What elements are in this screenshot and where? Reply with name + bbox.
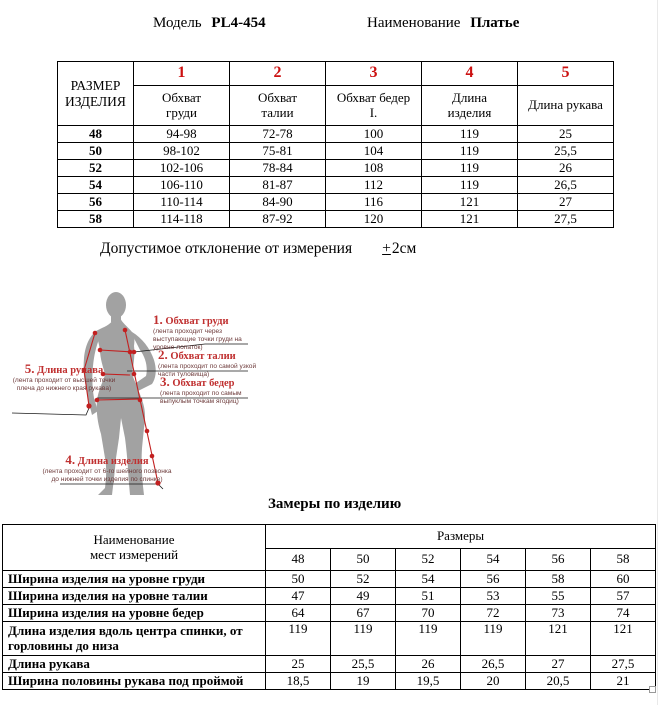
annotation-garment-length-title: Длина изделия [77,456,149,467]
col-label-waist: Обхват талии [230,86,326,126]
size-row-58: 58 114-118 87-92 120 121 27,5 [58,211,614,228]
corner-line1: РАЗМЕР [70,77,121,93]
annotation-garment-length [38,452,176,484]
col-num-5: 5 [518,62,614,86]
measure-row-chest-width: Ширина изделия на уровне груди 50 52 54 56 58 60 [3,571,656,588]
col-label-length: Длина изделия [422,86,518,126]
annotation-hips-title: Обхват бедер [172,378,235,389]
measurements-sizes-row: 48 50 52 54 56 58 [3,549,656,571]
measure-row-waist-width: Ширина изделия на уровне талии 47 49 51 53 55 57 [3,588,656,605]
col-label-sleeve: Длина рукава [518,86,614,126]
corner-line2: ИЗДЕЛИЯ [65,93,126,109]
tolerance-sign: + [382,240,391,257]
measure-row-sleeve-length: Длина рукава 25 25,5 26 26,5 27 27,5 [3,656,656,673]
annotation-chest-num: 1. [153,312,163,327]
annotation-sleeve-length-num: 5. [24,361,35,376]
size-row-50: 50 98-102 75-81 104 119 25,5 [58,143,614,160]
model-label: Модель [153,15,202,31]
col-num-4: 4 [422,62,518,86]
annotation-waist-num: 2. [158,347,168,362]
measure-row-back-length: Длина изделия вдоль центра спинки, от горловины до низа 119 119 119 119 121 121 [3,622,656,656]
size-table [57,61,614,228]
col-num-3: 3 [326,62,422,86]
annotation-chest-title: Обхват груди [165,316,229,327]
measure-row-hip-width: Ширина изделия на уровне бедер 64 67 70 72 73 74 [3,605,656,622]
measure-row-sleeve-half-width: Ширина половины рукава под проймой 18,5 19 19,5 20 20,5 21 [3,673,656,690]
model-field [153,15,266,32]
page-edge-divider [657,0,658,705]
tolerance-note [100,240,416,258]
anchor-square [649,686,656,693]
measurements-title: Замеры по изделию [268,496,402,512]
annotation-garment-length-num: 4. [65,452,76,467]
annotation-sleeve-length [8,361,120,393]
size-table-corner-header [58,62,134,126]
annotation-hips-num: 3. [160,374,170,389]
name-field [367,15,519,32]
name-label: Наименование [367,15,461,31]
annotation-waist-desc: (лента проходит по самой узкой части туловища) [158,363,257,378]
measurement-figure [8,288,260,500]
measurements-sizes-header: Размеры [266,525,656,549]
col-num-2: 2 [230,62,326,86]
annotation-hips-desc: (лента проходит по самым выпуклым точкам ягодиц) [160,390,242,405]
col-label-chest: Обхват груди [134,86,230,126]
size-row-48: 48 94-98 72-78 100 119 25 [58,126,614,143]
model-value: PL4-454 [211,15,266,31]
size-row-54: 54 106-110 81-87 112 119 26,5 [58,177,614,194]
annotation-chest [153,312,253,352]
measurements-name-header: Наименование мест измерений [3,525,266,571]
annotation-garment-length-desc: (лента проходит от 6-го шейного позвонка до нижней точки изделия по спинке) [42,468,172,483]
col-num-1: 1 [134,62,230,86]
annotation-waist-title: Обхват талии [170,351,236,362]
tolerance-text: Допустимое отклонение от измерения [100,240,353,257]
annotation-sleeve-length-desc: (лента проходит от высшей точки плеча до нижнего края рукава) [12,377,116,392]
name-value: Платье [470,15,520,31]
annotation-hips [160,374,260,406]
annotation-chest-desc: (лента проходит через выступающие точки груди на уровне лопаток) [153,328,242,351]
size-row-56: 56 110-114 84-90 116 121 27 [58,194,614,211]
col-label-hips: Обхват бедер I. [326,86,422,126]
tolerance-value: 2см [391,240,417,257]
annotation-sleeve-length-title: Длина рукава [37,365,104,376]
size-row-52: 52 102-106 78-84 108 119 26 [58,160,614,177]
measurements-table [2,524,656,690]
